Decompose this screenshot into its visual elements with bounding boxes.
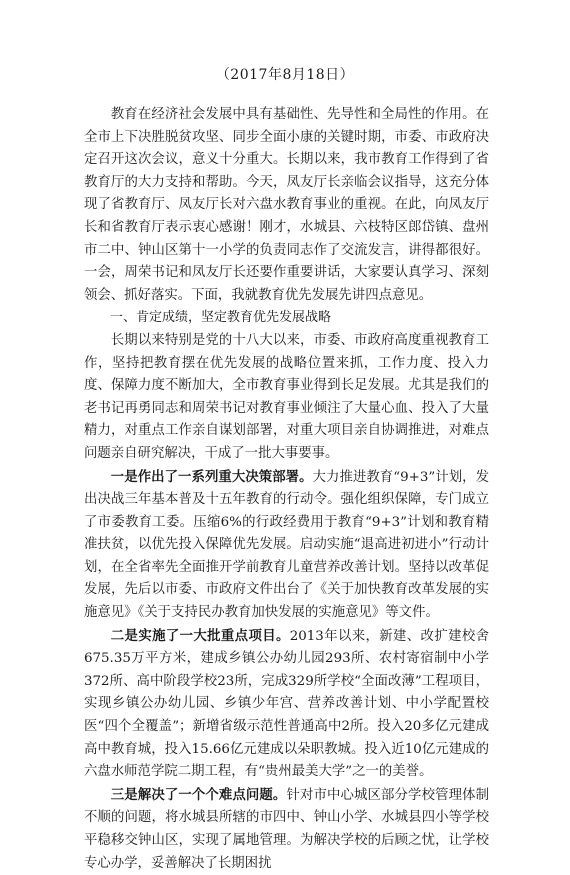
section-heading-text: 一、肯定成绩，坚定教育优先发展战略 [110,310,332,326]
paragraph-text: 针对市中心城区部分学校管理体制不顺的问题，将水城县所辖的市四中、钟山小学、水城县四小等学校平稳移交钟山区，实现了属地管理。为解决学校的后顾之忧，让学校专心办学，妥善解决了长期困扰 [84,787,490,871]
point-one-lead: 一是作出了一系列重大决策部署。 [110,468,313,485]
paragraph-text: 长期以来特别是党的十八大以来，市委、市政府高度重视教育工作，坚持把教育摆在优先发展的战略位置来抓，工作力度、投入力度、保障力度不断加大，全市教育事业得到长足发展。尤其是我们的老书记再勇同志和周荣书记对教育事业倾注了大量心血、投入了大量精力，对重点工作亲自谋划部署，对重大项目亲自协调推进，对难点问题亲自研究解决，干成了一批大事要事。 [84,332,489,461]
paragraph-text: 教育在经济社会发展中具有基础性、先导性和全局性的作用。在全市上下决胜脱贫攻坚、同步全面小康的关键时期，市委、市政府决定召开这次会议，意义十分重大。长期以来，我市教育工作得到了省教育厅的大力支持和帮助。今天，凤友厅长亲临会议指导，这充分体现了省教育厅、凤友厅长对六盘水教育事业的重视。在此，向凤友厅长和省教育厅表示衷心感谢！刚才，水城县、六枝特区郎岱镇、盘州市二中、钟山区第十一小学的负责同志作了交流发言，讲得都很好。一会，周荣书记和凤友厅长还要作重要讲话，大家要认真学习、深刻领会、抓好落实。下面，我就教育优先发展先讲四点意见。 [84,107,489,303]
speech-date: （2017年8月18日） [215,67,355,83]
point-two-paragraph [84,625,489,784]
paragraph-text: 2013年以来，新建、改扩建校舍675.35万平方米，建成乡镇公办幼儿园293所、农村寄宿制中小学372所、高中阶段学校23所，完成329所学校“全面改薄”工程项目，实现乡镇公办幼儿园、乡镇少年宫、营养改善计划、中小学配置校医“四个全覆盖”；新增省级示范性普通高中2所。投入20多亿元建成高中教育城，投入15.66亿元建成以朵职教城。投入近10亿元建成的六盘水师范学院二期工程，有“贵州最美大学”之一的美誉。 [84,628,490,780]
intro-paragraph [84,104,489,307]
document-body [84,104,489,875]
point-one-paragraph [84,466,489,625]
point-two-lead: 二是实施了一大批重点项目。 [110,627,290,644]
achievements-paragraph [84,330,489,466]
paragraph-text: 大力推进教育“9+3”计划，发出决战三年基本普及十五年教育的行动令。强化组织保障，专门成立了市委教育工委。压缩6%的行政经费用于教育“9+3”计划和教育精准扶贫，以优先投入保障优先发展。启动实施“退高进初进小”行动计划，在全省率先全面推开学前教育儿童营养改善计划。坚持以改革促发展，先后以市委、市政府文件出台了《关于加快教育改革发展的实施意见》《关于支持民办教育加快发展的实施意见》等文件。 [84,469,489,621]
point-three-lead: 三是解决了一个个难点问题。 [110,786,287,803]
section-heading [84,307,489,330]
point-three-paragraph [84,784,489,875]
